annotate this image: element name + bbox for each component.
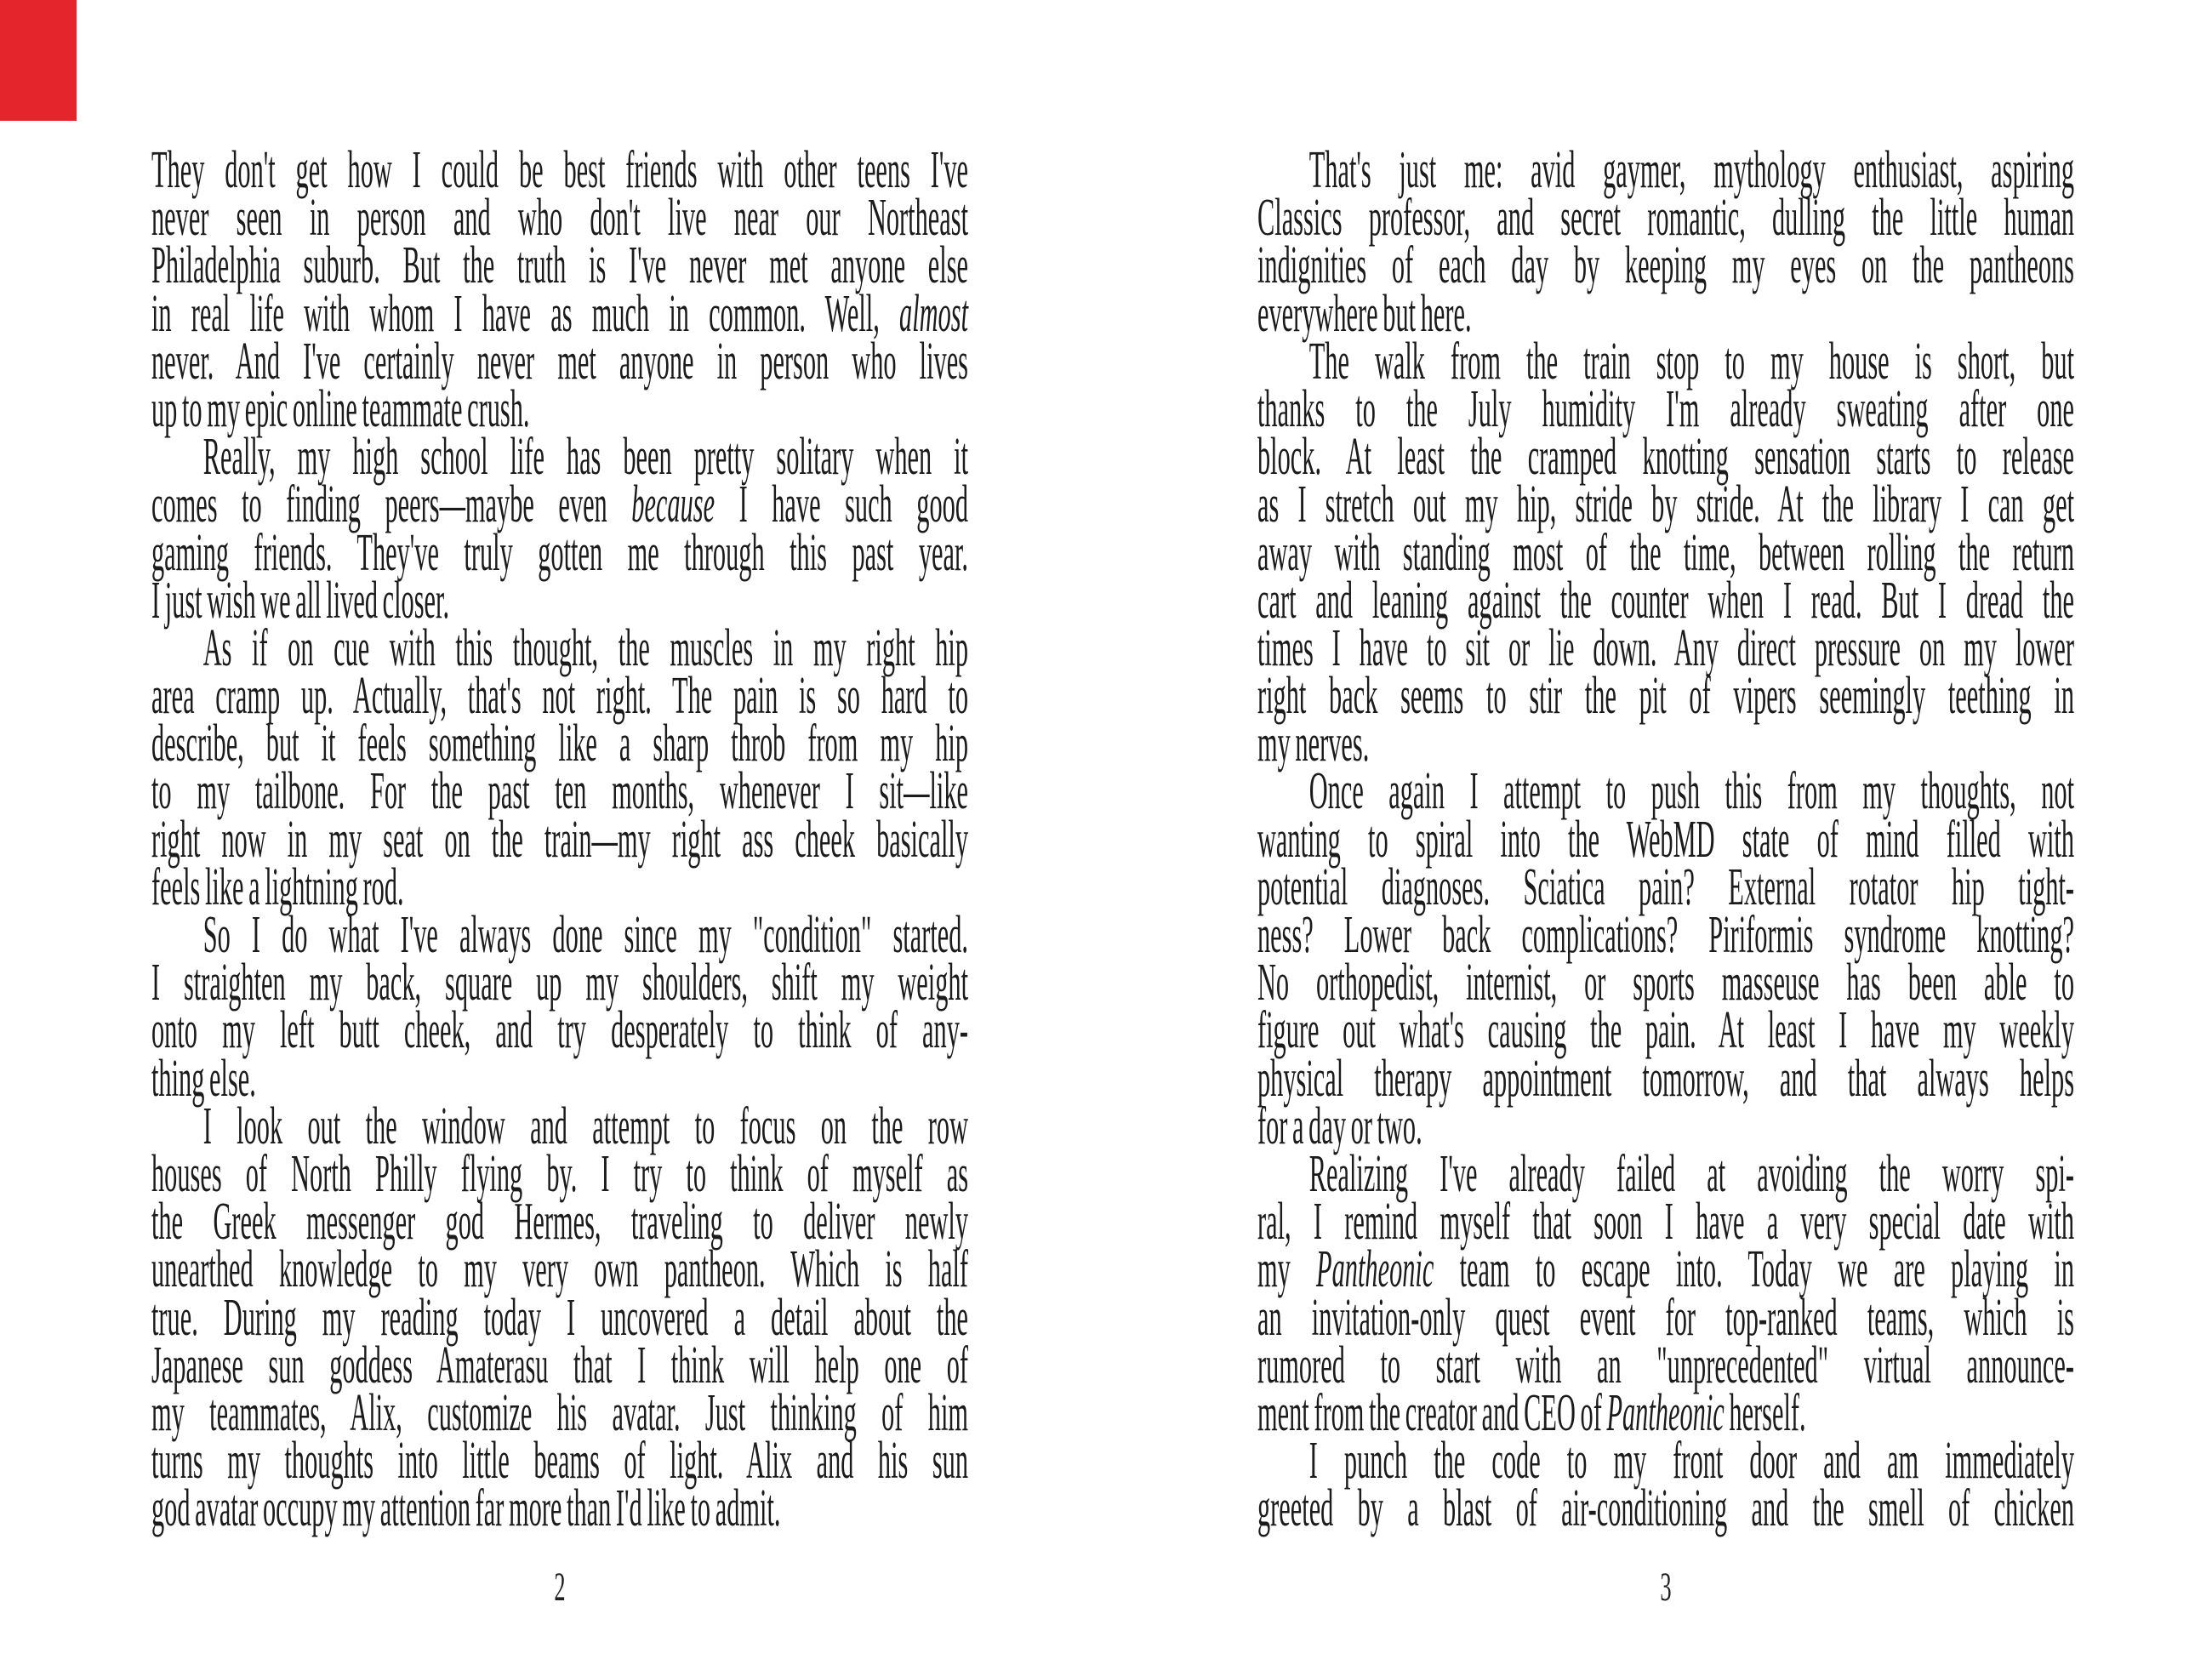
text-line: the Greek messenger god Hermes, traveling to deliver newly [151, 1193, 969, 1251]
page-2-text-column [151, 141, 969, 1538]
paragraph [1257, 1432, 2075, 1538]
text-line: I look out the window and attempt to focus on the row [202, 1097, 969, 1155]
text-line: never seen in person and who don't live near our Northeast [151, 189, 969, 248]
red-bookmark-ribbon[interactable] [0, 0, 77, 121]
text-line: up to my epic online teammate crush. [151, 379, 530, 438]
text-line: god avatar occupy my attention far more than I'd like to admit. [151, 1479, 781, 1538]
text-line: right back seems to stir the pit of vipers seemingly teething in [1257, 667, 2075, 726]
text-line: Classics professor, and secret romantic, dulling the little human [1257, 189, 2075, 248]
text-line: right now in my seat on the train—my right ass cheek basically [151, 810, 969, 869]
text-line: They don't get how I could be best friends with other teens I've [151, 141, 969, 199]
text-line: Once again I attempt to push this from my thoughts, not [1308, 762, 2075, 821]
text-line: an invitation-only quest event for top-ranked teams, which is [1257, 1288, 2075, 1347]
text-line: for a day or two. [1257, 1097, 1422, 1155]
text-line: unearthed knowledge to my very own pantheon. Which is half [151, 1240, 969, 1299]
text-line: Really, my high school life has been pretty solitary when it [202, 428, 969, 487]
page-number-right-value: 3 [1660, 1565, 1672, 1610]
paragraph [151, 141, 969, 438]
text-line: Realizing I've already failed at avoiding the worry spi- [1308, 1144, 2075, 1203]
text-line: away with standing most of the time, between rolling the return [1257, 523, 2075, 582]
text-line: figure out what's causing the pain. At least I have my weekly [1257, 1001, 2075, 1060]
text-line: ral, I remind myself that soon I have a very special date with [1257, 1193, 2075, 1251]
text-line: I punch the code to my front door and am immediately [1308, 1432, 2075, 1491]
text-line: So I do what I've always done since my "condition" started. [202, 906, 969, 964]
text-line: ness? Lower back complications? Piriformis syndrome knotting? [1257, 906, 2075, 964]
text-line: As if on cue with this thought, the muscles in my right hip [202, 619, 969, 677]
text-line: thanks to the July humidity I'm already sweating after one [1257, 379, 2075, 438]
paragraph [1257, 332, 2075, 773]
text-line: to my tailbone. For the past ten months, whenever I sit—like [151, 762, 969, 821]
text-line: feels like a lightning rod. [151, 858, 404, 916]
page-number-left-value: 2 [554, 1565, 566, 1610]
paragraph [151, 428, 969, 630]
paragraph [1257, 762, 2075, 1155]
text-line: block. At least the cramped knotting sensation starts to release [1257, 428, 2075, 487]
text-line: houses of North Philly flying by. I try to think of myself as [151, 1144, 969, 1203]
paragraph [151, 619, 969, 916]
text-line: describe, but it feels something like a sharp throb from my hip [151, 715, 969, 773]
text-line: true. During my reading today I uncovered a detail about the [151, 1288, 969, 1347]
text-line: as I stretch out my hip, stride by stride. At the library I can get [1257, 476, 2075, 534]
text-line: times I have to sit or lie down. Any direct pressure on my lower [1257, 619, 2075, 677]
paragraph [1257, 141, 2075, 343]
page-3-text-column [1257, 141, 2075, 1538]
text-line: everywhere but here. [1257, 284, 1472, 343]
text-line: my Pantheonic team to escape into. Today we are playing in [1257, 1240, 2075, 1299]
text-line: That's just me: avid gaymer, mythology enthusiast, aspiring [1308, 141, 2075, 199]
page-number-left [151, 1564, 968, 1611]
text-line: physical therapy appointment tomorrow, and that always helps [1257, 1049, 2075, 1108]
text-line: No orthopedist, internist, or sports masseuse has been able to [1257, 954, 2075, 1012]
text-line: comes to finding peers—maybe even because I have such good [151, 476, 969, 534]
text-line: The walk from the train stop to my house is short, but [1308, 332, 2075, 391]
text-line: my nerves. [1257, 715, 1370, 773]
text-line: I just wish we all lived closer. [151, 571, 450, 630]
text-line: thing else. [151, 1049, 256, 1108]
text-line: my teammates, Alix, customize his avatar. Just thinking of him [151, 1383, 969, 1442]
text-line: greeted by a blast of air-conditioning and the smell of chicken [1257, 1479, 2075, 1538]
text-line: Japanese sun goddess Amaterasu that I think will help one of [151, 1336, 969, 1394]
text-line: cart and leaning against the counter when I read. But I dread the [1257, 571, 2075, 630]
text-line: turns my thoughts into little beams of light. Alix and his sun [151, 1432, 969, 1491]
paragraph [151, 1097, 969, 1538]
page-number-right [1257, 1564, 2074, 1611]
text-line: onto my left butt cheek, and try desperately to think of any- [151, 1001, 969, 1060]
text-line: gaming friends. They've truly gotten me through this past year. [151, 523, 969, 582]
paragraph [1257, 1144, 2075, 1442]
text-line: Philadelphia suburb. But the truth is I've never met anyone else [151, 237, 969, 295]
text-line: area cramp up. Actually, that's not right. The pain is so hard to [151, 667, 969, 726]
text-line: I straighten my back, square up my shoulders, shift my weight [151, 954, 969, 1012]
text-line: wanting to spiral into the WebMD state of mind filled with [1257, 810, 2075, 869]
text-line: in real life with whom I have as much in common. Well, almost [151, 284, 969, 343]
text-line: potential diagnoses. Sciatica pain? External rotator hip tight- [1257, 858, 2075, 916]
text-line: indignities of each day by keeping my eyes on the pantheons [1257, 237, 2075, 295]
text-line: rumored to start with an "unprecedented" virtual announce- [1257, 1336, 2075, 1394]
text-line: ment from the creator and CEO of Pantheonic herself. [1257, 1383, 1806, 1442]
paragraph [151, 906, 969, 1108]
text-line: never. And I've certainly never met anyone in person who lives [151, 332, 969, 391]
